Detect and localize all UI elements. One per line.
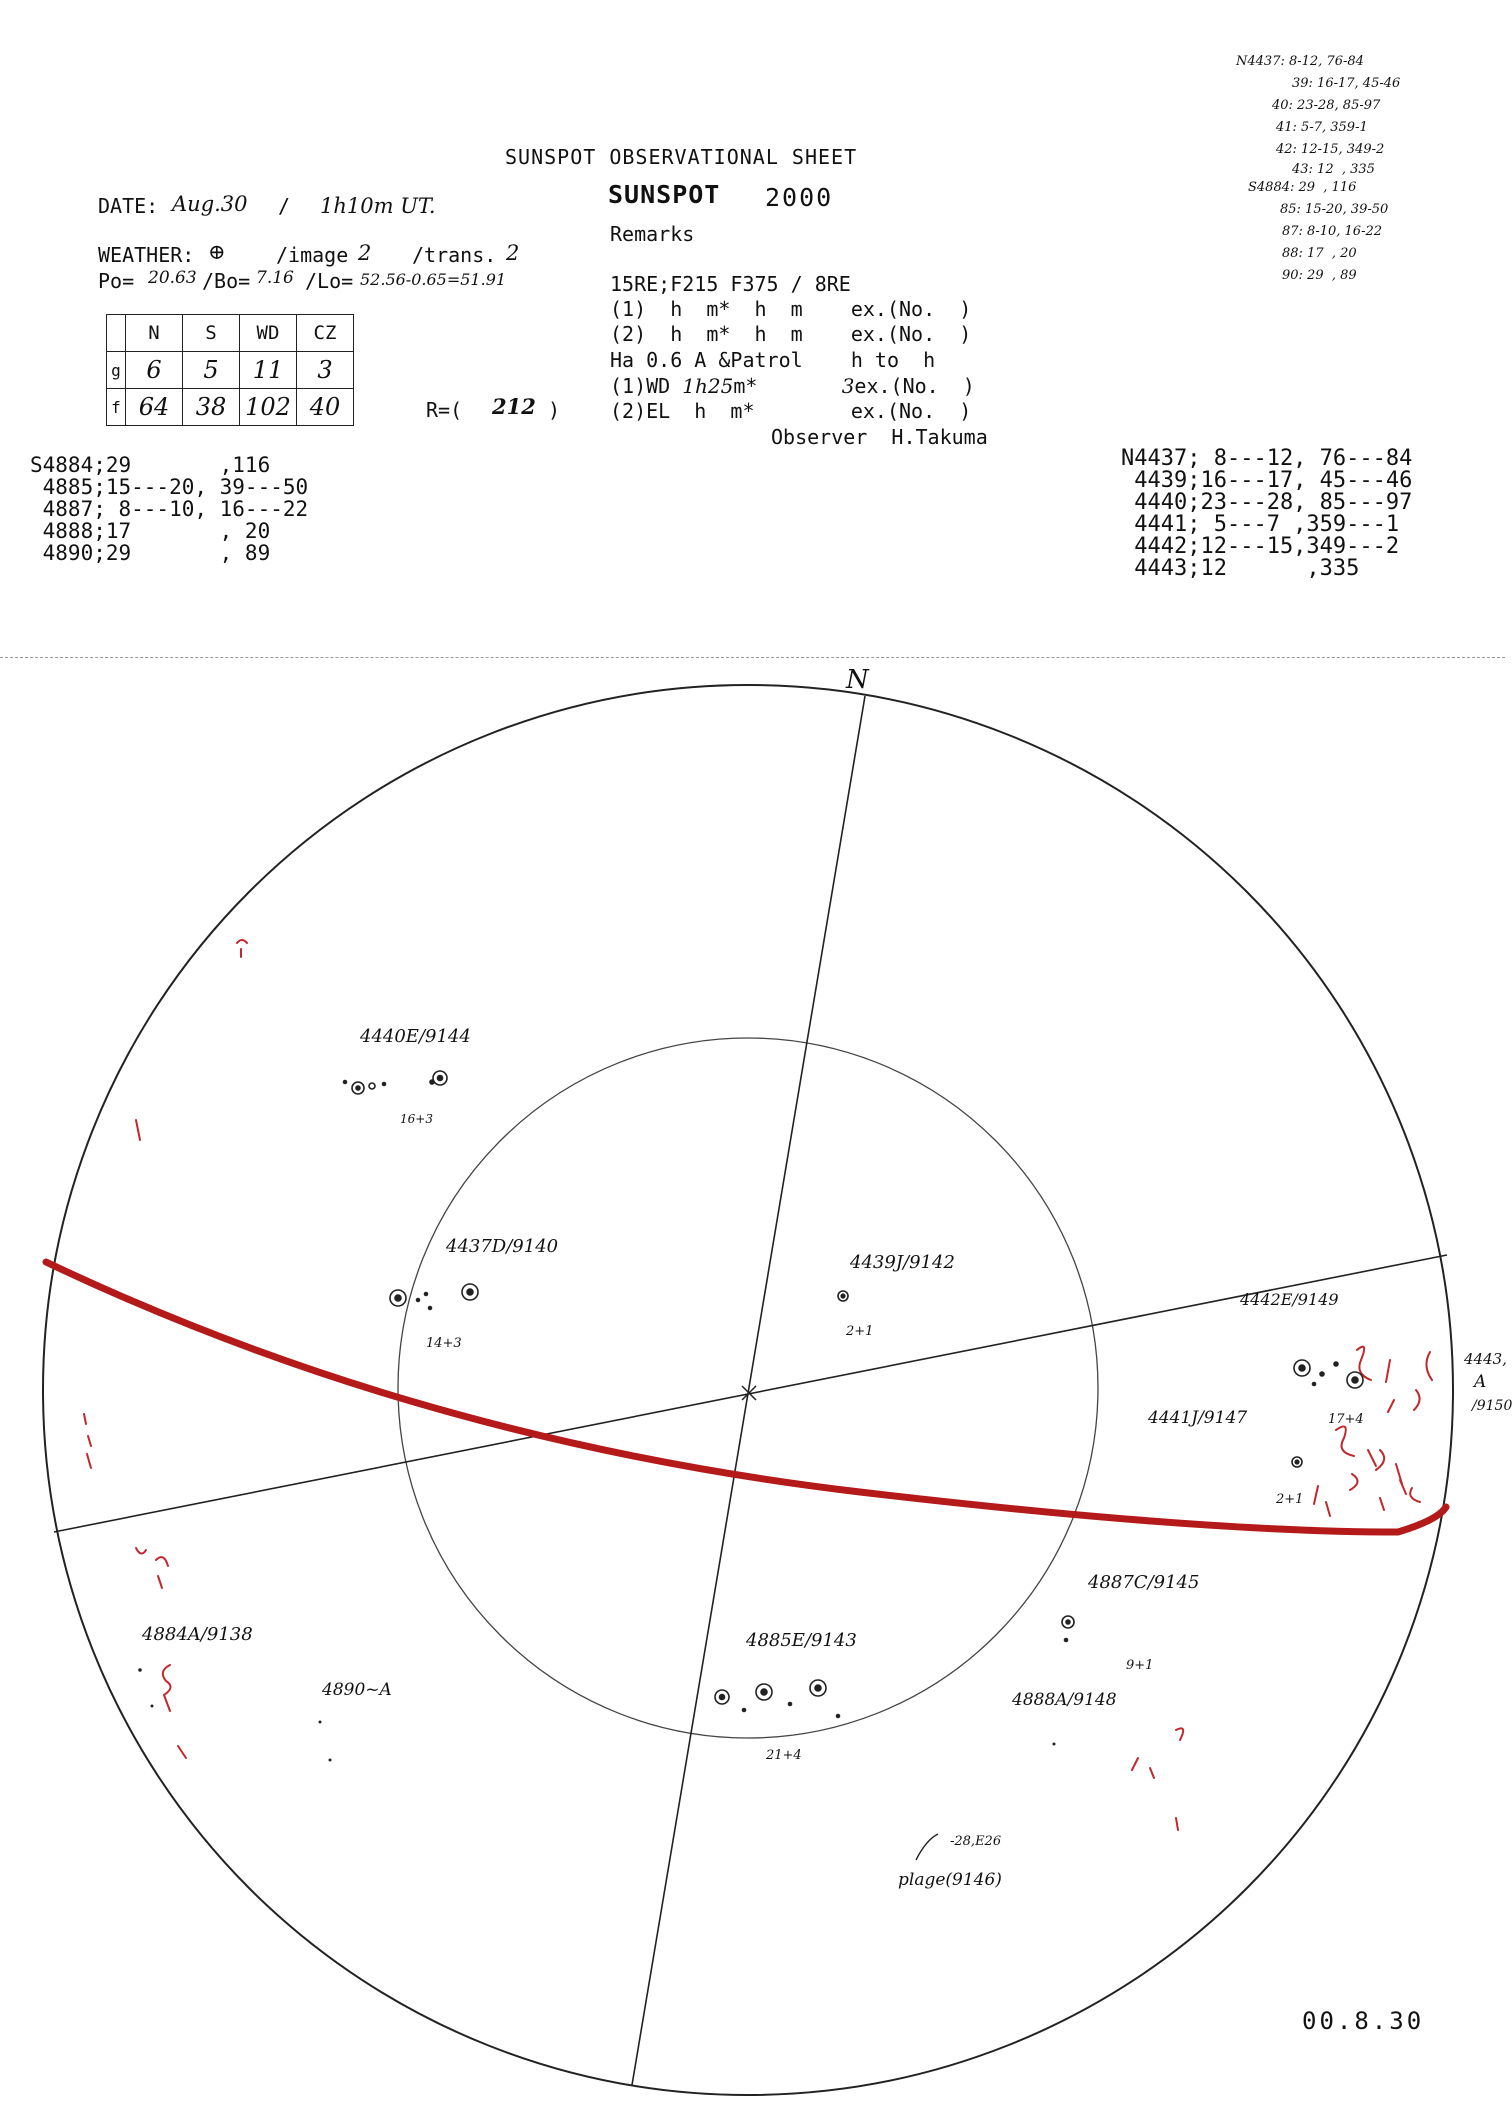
facula-mark [163, 1665, 171, 1711]
count-cell: 11 [240, 352, 297, 389]
sunspot-umbra [1066, 1620, 1070, 1624]
spot-group-4885 [715, 1680, 840, 1718]
sunspot-pore [1065, 1639, 1068, 1642]
count-cell: 5 [183, 352, 240, 389]
count-col-cz: CZ [297, 315, 354, 352]
po-value: 20.63 [148, 268, 197, 288]
group-label-4884: 4884A/9138 [142, 1624, 253, 1645]
facula-mark [1414, 1352, 1432, 1410]
sunspot-pore [430, 1080, 434, 1084]
lo-value: 52.56-0.65=51.91 [360, 270, 507, 289]
sunspot-umbra [438, 1076, 443, 1081]
group-label-4442: 4442E/9149 [1240, 1290, 1339, 1309]
sunspot-umbra [1352, 1377, 1358, 1383]
south-group-row: 4887; 8---10, 16---22 [30, 497, 309, 521]
group-label-4443-type: A [1474, 1372, 1487, 1392]
count-row-g [107, 352, 354, 389]
sunspot-label: SUNSPOT [608, 180, 721, 209]
sunspot-umbra [841, 1294, 845, 1298]
facula-mark [1376, 1450, 1420, 1502]
sunspot-umbra [761, 1689, 767, 1695]
sunspot-pore [417, 1299, 420, 1302]
sunspot-pore [1313, 1383, 1316, 1386]
time-value: 1h10m UT. [320, 194, 436, 218]
sunspot-pore [425, 1293, 428, 1296]
trans-value: 2 [506, 241, 520, 265]
remarks-line-5 [610, 374, 975, 398]
sunspot-umbra [815, 1685, 821, 1691]
remarks-line-5-prefix: (1)WD [610, 374, 683, 398]
facula-mark [136, 1548, 168, 1588]
note-line: 39: 16-17, 45-46 [1292, 76, 1401, 91]
spot-group-4888 [1053, 1743, 1056, 1746]
count-row-f [107, 389, 354, 426]
sunspot-pore [1320, 1372, 1324, 1376]
date-value: Aug.30 [172, 192, 248, 216]
po-label: Po= [98, 269, 135, 293]
sunspot-pore [344, 1081, 347, 1084]
spot-group-4884 [138, 1668, 153, 1707]
central-meridian-line [632, 696, 865, 2085]
note-line: 87: 8-10, 16-22 [1282, 224, 1383, 239]
group-label-4890: 4890~A [322, 1680, 392, 1700]
note-line: 40: 23-28, 85-97 [1272, 98, 1381, 113]
spot-group-4439 [838, 1291, 848, 1301]
sheet-date-stamp: 00.8.30 [1302, 2007, 1425, 2035]
sunspot-umbra [1299, 1365, 1305, 1371]
sunspot-pore [743, 1709, 746, 1712]
note-line: 41: 5-7, 359-1 [1276, 120, 1368, 135]
count-cell: 64 [126, 389, 183, 426]
facula-mark [178, 1746, 186, 1758]
sunspot-pore [789, 1703, 792, 1706]
group-count-4439: 2+1 [846, 1324, 874, 1339]
observer-line: Observer H.Takuma [771, 425, 988, 449]
r-close: ) [548, 398, 561, 422]
note-line: N4437: 8-12, 76-84 [1236, 54, 1364, 69]
date-separator: / [278, 194, 291, 218]
south-group-list [30, 454, 308, 564]
sunspot-pore [1053, 1743, 1056, 1746]
group-count-4885: 21+4 [766, 1748, 802, 1763]
r-value: 212 [492, 394, 536, 419]
facula-mark [1132, 1758, 1154, 1778]
group-count-4887: 9+1 [1126, 1658, 1154, 1673]
spot-group-4437 [390, 1284, 478, 1310]
bo-label: /Bo= [202, 269, 251, 293]
north-group-row: N4437; 8---12, 76---84 [1121, 446, 1413, 471]
facula-mark [1314, 1486, 1330, 1516]
sunspot-umbra [356, 1086, 360, 1090]
facula-mark [1336, 1426, 1376, 1490]
south-group-row: 4885;15---20, 39---50 [30, 475, 309, 499]
facula-mark [1176, 1818, 1178, 1830]
remarks-label: Remarks [610, 222, 695, 246]
remarks-line-5-suffix: ex.(No. ) [854, 374, 975, 398]
solar-disk-drawing [0, 640, 1505, 2120]
count-cell: 102 [240, 389, 297, 426]
sunspot-umbra [720, 1695, 725, 1700]
note-line: 43: 12 , 335 [1292, 162, 1375, 177]
note-line: S4884: 29 , 116 [1248, 180, 1357, 195]
remarks-line-6: (2)EL h m* ex.(No. ) [610, 399, 972, 423]
count-col-s: S [183, 315, 240, 352]
weather-label: WEATHER: [98, 243, 195, 267]
image-value: 2 [358, 241, 372, 265]
count-col-n: N [126, 315, 183, 352]
weather-value: ⊕ [208, 240, 226, 264]
north-group-row: 4439;16---17, 45---46 [1121, 468, 1413, 493]
count-col-wd: WD [240, 315, 297, 352]
remarks-line-1: 15RE;F215 F375 / 8RE [610, 272, 851, 296]
sunspot-pore [1334, 1362, 1338, 1366]
sunspot-pore [837, 1715, 840, 1718]
count-row-label: g [107, 352, 126, 389]
count-table-corner [107, 315, 126, 352]
remarks-line-5-count: 3 [841, 374, 855, 398]
remarks-line-5-time: 1h25 [682, 374, 734, 398]
remarks-line-3: (2) h m* h m ex.(No. ) [610, 322, 972, 346]
count-cell: 3 [297, 352, 354, 389]
spot-group-4440 [344, 1071, 448, 1094]
group-label-4440: 4440E/9144 [360, 1026, 471, 1047]
remarks-line-4: Ha 0.6 A &Patrol h to h [610, 348, 936, 372]
lo-label: /Lo= [305, 269, 354, 293]
group-label-4443: 4443, [1464, 1350, 1507, 1368]
group-count-table [106, 314, 354, 426]
group-count-4441: 2+1 [1276, 1492, 1304, 1507]
sunspot-umbra [395, 1295, 401, 1301]
sunspot-pore [319, 1721, 322, 1724]
sunspot-pore [329, 1759, 332, 1762]
remarks-line-2: (1) h m* h m ex.(No. ) [610, 297, 972, 321]
south-group-row: 4888;17 , 20 [30, 519, 271, 543]
sunspot [369, 1083, 375, 1089]
count-cell: 40 [297, 389, 354, 426]
note-line: 42: 12-15, 349-2 [1276, 142, 1385, 157]
sunspot-pore [138, 1668, 142, 1672]
count-table-header-row [107, 315, 354, 352]
count-row-label: f [107, 389, 126, 426]
sunspot-year: 2000 [765, 183, 834, 212]
north-group-row: 4441; 5---7 ,359---1 [1121, 512, 1400, 537]
note-line: 90: 29 , 89 [1282, 268, 1357, 283]
facula-mark [84, 1414, 91, 1468]
north-group-list [1121, 448, 1412, 580]
group-label-4888: 4888A/9148 [1012, 1690, 1117, 1710]
north-group-row: 4443;12 ,335 [1121, 556, 1360, 581]
group-count-4440: 16+3 [400, 1112, 433, 1126]
bo-value: 7.16 [256, 268, 294, 288]
sunspot-umbra [1295, 1460, 1299, 1464]
group-label-4885: 4885E/9143 [746, 1630, 857, 1651]
note-line: 85: 15-20, 39-50 [1280, 202, 1389, 217]
plage-label: plage(9146) [898, 1870, 1002, 1890]
sunspot-umbra [467, 1289, 473, 1295]
spot-group-4442 [1294, 1360, 1363, 1388]
group-label-4443-noaa: /9150 [1472, 1398, 1512, 1414]
date-label: DATE: [98, 194, 159, 218]
facula-mark [1357, 1347, 1371, 1380]
sunspot-pore [151, 1705, 154, 1708]
group-label-4441: 4441J/9147 [1148, 1408, 1248, 1428]
count-cell: 38 [183, 389, 240, 426]
facula-mark [136, 1120, 140, 1140]
spot-group-4890 [319, 1721, 332, 1762]
trans-label: /trans. [412, 243, 497, 267]
north-group-row: 4440;23---28, 85---97 [1121, 490, 1413, 515]
group-label-4437: 4437D/9140 [446, 1236, 559, 1257]
sunspot-pore [429, 1307, 432, 1310]
group-label-4439: 4439J/9142 [850, 1252, 955, 1273]
group-count-4442: 17+4 [1328, 1412, 1364, 1427]
facula-mark [237, 940, 247, 957]
spot-group-4441 [1292, 1457, 1302, 1467]
sheet-title: SUNSPOT OBSERVATIONAL SHEET [505, 145, 858, 169]
facula-mark [1176, 1728, 1183, 1740]
note-line: 88: 17 , 20 [1282, 246, 1357, 261]
north-group-row: 4442;12---15,349---2 [1121, 534, 1400, 559]
south-group-row: 4890;29 , 89 [30, 541, 271, 565]
remarks-line-5-mid: m* [733, 374, 842, 398]
south-group-row: S4884;29 ,116 [30, 453, 271, 477]
north-mark: N [846, 665, 869, 695]
group-count-4437: 14+3 [426, 1336, 462, 1351]
facula-mark [1386, 1360, 1394, 1412]
count-cell: 6 [126, 352, 183, 389]
plage-pointer-line [916, 1834, 938, 1860]
facula-mark [1380, 1480, 1406, 1510]
image-label: /image [276, 243, 349, 267]
spot-group-4887 [1062, 1616, 1074, 1642]
sunspot-pore [383, 1083, 386, 1086]
group-label-4887: 4887C/9145 [1088, 1572, 1200, 1593]
r-label: R=( [426, 398, 463, 422]
plage-coordinate: -28,E26 [950, 1834, 1002, 1849]
